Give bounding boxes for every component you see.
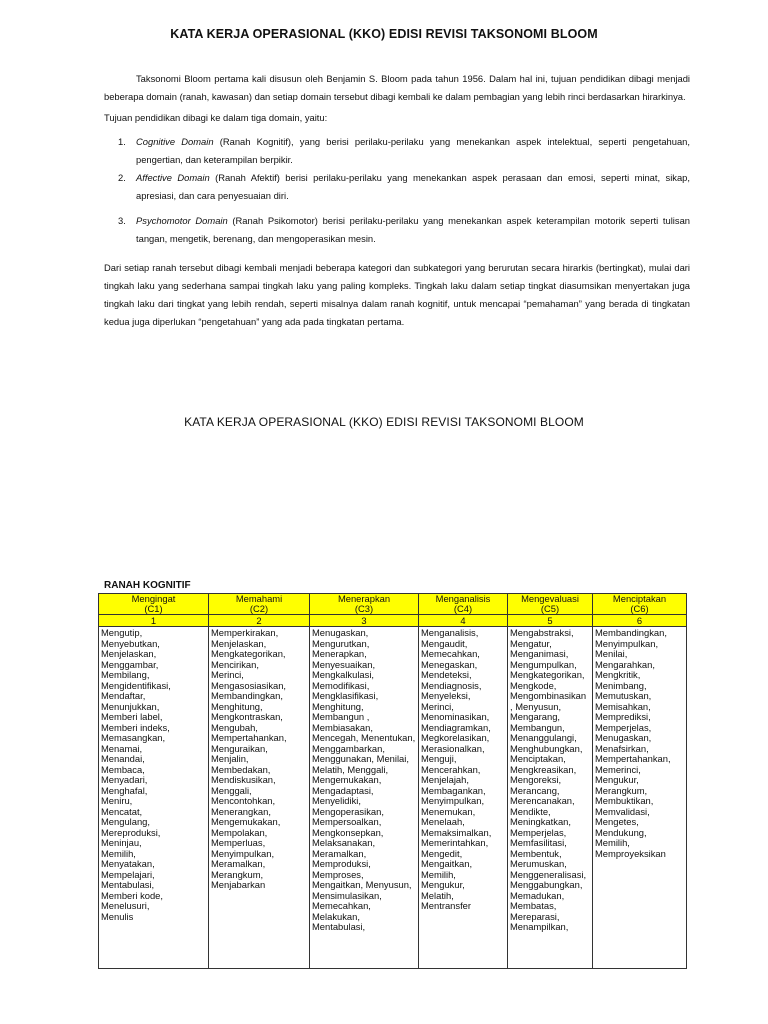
verb-item: Menelusuri, bbox=[101, 901, 150, 911]
verb-item: Memperjelas, bbox=[510, 827, 567, 838]
verb-item: Menguji, bbox=[421, 754, 457, 764]
verb-item: Menghitung, bbox=[211, 701, 263, 712]
verb-item: Mengkategorikan, bbox=[510, 670, 585, 680]
verb-item: Menunjukkan, bbox=[101, 701, 160, 712]
verb-item: Mengkritik, bbox=[595, 670, 641, 680]
verb-item: Menyimpulkan, bbox=[421, 796, 485, 806]
verb-item: Mentransfer bbox=[421, 901, 472, 911]
verb-item: Mengklasifikasi, bbox=[312, 691, 379, 701]
verb-list-c4 bbox=[419, 627, 508, 969]
column-number: 6 bbox=[593, 615, 687, 627]
list-text bbox=[136, 169, 690, 205]
verb-item: Membuktikan, bbox=[595, 796, 654, 806]
verb-item: Mengkode, bbox=[510, 680, 557, 691]
verb-item: Mencirikan, bbox=[211, 659, 259, 670]
verb-list-c2 bbox=[209, 627, 310, 969]
verb-item: Mengaudit, bbox=[421, 638, 468, 649]
verb-item: Menghafal, bbox=[101, 785, 148, 796]
verb-item: Membedakan, bbox=[211, 764, 271, 775]
verb-item: Menjelajah, bbox=[421, 775, 469, 785]
verb-item: Mengidentifikasi, bbox=[101, 680, 171, 691]
verb-item: Mendiskusikan, bbox=[211, 775, 276, 785]
verb-item: Mengutip, bbox=[101, 628, 143, 638]
verb-item: Menjelaskan, bbox=[101, 649, 157, 659]
verb-item: Menguraikan, bbox=[211, 743, 268, 754]
verb-item: Mempolakan, bbox=[211, 827, 268, 838]
verb-item: Memperjelas, bbox=[595, 722, 652, 733]
goals-intro: Tujuan pendidikan dibagi ke dalam tiga domain, yaitu: bbox=[104, 112, 328, 123]
verb-item: Mempertahankan, bbox=[211, 733, 287, 743]
verb-item: Menggeneralisasi, bbox=[510, 869, 587, 880]
verb-item: , Menyusun, bbox=[510, 701, 562, 712]
verb-item: Mempelajari, bbox=[101, 869, 155, 880]
verb-list-c3 bbox=[310, 627, 419, 969]
verb-item: Mentabulasi, bbox=[101, 880, 155, 890]
verb-item: Memecahkan, bbox=[312, 901, 371, 911]
verb-item: Menyelidiki, bbox=[312, 796, 361, 806]
verb-item: Mengombinasikan bbox=[510, 691, 587, 701]
verb-item: Membatas, bbox=[510, 901, 557, 911]
verb-item: Menganalisis, bbox=[421, 628, 479, 638]
verb-item: Memberi indeks, bbox=[101, 722, 170, 733]
verb-item: Memaksimalkan, bbox=[421, 827, 492, 838]
verb-item: Menandai, bbox=[101, 754, 145, 764]
verb-item: Membangun, bbox=[510, 722, 565, 733]
verb-item: Mengumpulkan, bbox=[510, 659, 577, 670]
verb-item: Menyatakan, bbox=[101, 859, 155, 869]
verb-item: Memadukan, bbox=[510, 890, 565, 901]
verb-item: Membiasakan, bbox=[312, 722, 373, 733]
verb-item: Mentabulasi, bbox=[312, 922, 366, 932]
verb-item: Menjalin, bbox=[211, 754, 249, 764]
column-header: Menerapkan (C3) bbox=[310, 594, 419, 615]
verb-item: Menyesuaikan, bbox=[312, 659, 376, 670]
verb-item: Merinci, bbox=[211, 670, 244, 680]
verb-item: Membagankan, bbox=[421, 785, 486, 796]
verb-item: Mengaitkan, Menyusun, bbox=[312, 880, 412, 890]
verb-item: Memvalidasi, bbox=[595, 806, 650, 817]
verb-item: Mengubah, bbox=[211, 722, 258, 733]
verb-item: Mengabstraksi, bbox=[510, 628, 574, 638]
verb-item: Memilih, bbox=[101, 848, 136, 859]
verb-item: Mendiagramkan, bbox=[421, 722, 491, 733]
verb-item: Memberi label, bbox=[101, 712, 163, 722]
column-header: Memahami (C2) bbox=[209, 594, 310, 615]
verb-item: Mempersoalkan, bbox=[312, 817, 382, 827]
list-number: 1. bbox=[118, 136, 126, 147]
verb-item: Menerapkan, bbox=[312, 649, 367, 659]
verb-item: Memasangkan, bbox=[101, 733, 166, 743]
verb-item: Meramalkan, bbox=[211, 859, 266, 869]
verb-item: Merancang, bbox=[510, 785, 560, 796]
verb-item: Memerinci, bbox=[595, 764, 641, 775]
verb-item: Menyebutkan, bbox=[101, 638, 160, 649]
verb-item: Mengatur, bbox=[510, 638, 552, 649]
verb-list-c6 bbox=[593, 627, 687, 969]
verb-item: Menominasikan, bbox=[421, 712, 490, 722]
domain-name: Psychomotor Domain bbox=[136, 215, 228, 226]
list-text bbox=[136, 212, 690, 248]
column-number: 2 bbox=[209, 615, 310, 627]
verb-item: Menimbang, bbox=[595, 680, 647, 691]
verb-item: Mengedit, bbox=[421, 848, 463, 859]
verb-item: Merencanakan, bbox=[510, 796, 575, 806]
verb-item: Menggambar, bbox=[101, 659, 159, 670]
verb-item: Menemukan, bbox=[421, 806, 476, 817]
verb-item: Mempertahankan, bbox=[595, 754, 671, 764]
verb-item: Menyadari, bbox=[101, 775, 148, 785]
verb-item: Mereparasi, bbox=[510, 911, 560, 922]
column-number: 4 bbox=[419, 615, 508, 627]
verb-item: Menyimpulkan, bbox=[595, 638, 659, 649]
verb-item: Memberi kode, bbox=[101, 890, 164, 901]
verb-item: Merangkum, bbox=[211, 869, 264, 880]
verb-item: Membangun , bbox=[312, 712, 370, 722]
verb-item: Menggabungkan, bbox=[510, 880, 583, 890]
verb-item: Menanggulangi, bbox=[510, 733, 577, 743]
page-title: KATA KERJA OPERASIONAL (KKO) EDISI REVISI TAKSONOMI BLOOM bbox=[170, 27, 598, 41]
verb-item: Menghitung, bbox=[312, 701, 364, 712]
verb-item: Mendukung, bbox=[595, 827, 647, 838]
verb-item: Mencerahkan, bbox=[421, 764, 481, 775]
verb-item: Menciptakan, bbox=[510, 754, 566, 764]
verb-item: Mensimulasikan, bbox=[312, 890, 382, 901]
verb-item: Mereproduksi, bbox=[101, 827, 161, 838]
verb-item: Memerintahkan, bbox=[421, 838, 489, 848]
column-number: 5 bbox=[508, 615, 593, 627]
intro-paragraph: Taksonomi Bloom pertama kali disusun oleh Benjamin S. Bloom pada tahun 1956. Dalam hal ini, tujuan pendidikan dibagi menjadi beberapa domain (ranah, kawasan) dan setiap domain tersebut dibagi kembali ke dalam pembagian yang lebih rinci berdasarkan hirarkinya. bbox=[104, 73, 690, 102]
verb-item: Membandingkan, bbox=[211, 691, 283, 701]
verb-item: Menampilkan, bbox=[510, 922, 569, 932]
verb-item: Membandingkan, bbox=[595, 628, 667, 638]
verb-list-c1 bbox=[99, 627, 209, 969]
verb-item: Mencontohkan, bbox=[211, 796, 276, 806]
column-header: Menganalisis (C4) bbox=[419, 594, 508, 615]
verb-item: Menamai, bbox=[101, 743, 143, 754]
verb-item: Mendeteksi, bbox=[421, 670, 472, 680]
verb-item: Mencatat, bbox=[101, 806, 143, 817]
verb-item: Memutuskan, bbox=[595, 691, 652, 701]
verb-item: Memodifikasi, bbox=[312, 680, 370, 691]
verb-item: Mendiagnosis, bbox=[421, 680, 482, 691]
verb-item: Memprediksi, bbox=[595, 712, 651, 722]
domain-description: (Ranah Psikomotor) berisi perilaku-perilaku yang menekankan aspek keterampilan motorik seperti tulisan tangan, mengetik, berenang, dan mengoperasikan mesin. bbox=[136, 215, 690, 244]
verb-item: Megkorelasikan, bbox=[421, 733, 490, 743]
verb-item: Mengukur, bbox=[595, 775, 639, 785]
verb-item: Menulis bbox=[101, 911, 134, 922]
column-header: Mengevaluasi (C5) bbox=[508, 594, 593, 615]
verb-item: Menelaah, bbox=[421, 817, 465, 827]
verb-item: Menafsirkan, bbox=[595, 743, 649, 754]
verb-item: Membaca, bbox=[101, 764, 145, 775]
verb-item: Menegaskan, bbox=[421, 659, 478, 670]
section-title: KATA KERJA OPERASIONAL (KKO) EDISI REVISI TAKSONOMI BLOOM bbox=[184, 415, 584, 429]
verb-item: Meningkatkan, bbox=[510, 817, 571, 827]
verb-item: Menganimasi, bbox=[510, 649, 569, 659]
verb-item: Meninjau, bbox=[101, 838, 142, 848]
verb-item: Meramalkan, bbox=[312, 848, 367, 859]
verb-item: Mencegah, Menentukan, bbox=[312, 733, 416, 743]
verb-item: Membilang, bbox=[101, 670, 150, 680]
kko-table bbox=[98, 593, 687, 969]
domain-name: Cognitive Domain bbox=[136, 136, 214, 147]
verb-item: Mendaftar, bbox=[101, 691, 146, 701]
verb-item: Mengulang, bbox=[101, 817, 150, 827]
header-row bbox=[99, 594, 687, 615]
verb-item: Memperluas, bbox=[211, 838, 266, 848]
verb-item: Menyimpulkan, bbox=[211, 848, 275, 859]
verb-item: Merasionalkan, bbox=[421, 743, 485, 754]
verb-item: Memisahkan, bbox=[595, 701, 651, 712]
number-row bbox=[99, 615, 687, 627]
verb-item: Menggunakan, Menilai, bbox=[312, 754, 409, 764]
verb-item: Memilih, bbox=[421, 869, 456, 880]
column-number: 3 bbox=[310, 615, 419, 627]
verb-item: Meniru, bbox=[101, 796, 133, 806]
verb-item: Menjabarkan bbox=[211, 880, 266, 890]
verb-item: Menyeleksi, bbox=[421, 691, 471, 701]
verb-item: Melatih, bbox=[421, 890, 454, 901]
verb-item: Mengoreksi, bbox=[510, 775, 562, 785]
verb-item: Menggambarkan, bbox=[312, 743, 385, 754]
verb-item: Merinci, bbox=[421, 701, 454, 712]
verb-item: Melatih, Menggali, bbox=[312, 764, 389, 775]
list-text bbox=[136, 133, 690, 169]
domain-name: Affective Domain bbox=[136, 172, 210, 183]
hierarchy-paragraph: Dari setiap ranah tersebut dibagi kembali menjadi beberapa kategori dan subkategori yang berurutan secara hirarkis (bertingkat), mulai dari tingkah laku yang sederhana sampai tingkah laku yang paling kompleks. Tingkah laku dalam setiap tingkat diasumsikan menyertakan juga tingkah laku dari tingkat yang lebih rendah, seperti misalnya dalam ranah kognitif, untuk mencapai “pemahaman” yang berada di tingkatan kedua juga diperlukan “pengetahuan” yang ada pada tingkatan pertama. bbox=[104, 262, 690, 327]
verb-item: Memfasilitasi, bbox=[510, 838, 567, 848]
verb-item: Mengoperasikan, bbox=[312, 806, 384, 817]
verb-item: Mengasosiasikan, bbox=[211, 680, 287, 691]
verb-item: Mengkontraskan, bbox=[211, 712, 283, 722]
verb-item: Mengarahkan, bbox=[595, 659, 655, 670]
verb-item: Mengukur, bbox=[421, 880, 465, 890]
verb-item: Mendikte, bbox=[510, 806, 551, 817]
verb-item: Mengemukakan, bbox=[211, 817, 281, 827]
verb-item: Memilih, bbox=[595, 838, 630, 848]
column-header: Mengingat (C1) bbox=[99, 594, 209, 615]
verb-item: Memproyeksikan bbox=[595, 848, 666, 859]
domain-description: (Ranah Afektif) berisi perilaku-perilaku yang menekankan aspek perasaan dan emosi, seperti minat, sikap, apresiasi, dan cara penyesuaian diri. bbox=[136, 172, 691, 201]
verb-item: Mengkalkulasi, bbox=[312, 670, 375, 680]
verb-item: Merangkum, bbox=[595, 785, 648, 796]
verb-item: Memproduksi, bbox=[312, 859, 371, 869]
verb-item: Mengkategorikan, bbox=[211, 649, 286, 659]
verb-item: Menjelaskan, bbox=[211, 638, 267, 649]
verb-item: Memecahkan, bbox=[421, 649, 480, 659]
verb-list-c5 bbox=[508, 627, 593, 969]
list-number: 3. bbox=[118, 215, 126, 226]
verb-item: Memperkirakan, bbox=[211, 628, 279, 638]
verb-item: Mengkonsepkan, bbox=[312, 827, 384, 838]
verb-item: Mengemukakan, bbox=[312, 775, 382, 785]
verb-item: Menerangkan, bbox=[211, 806, 271, 817]
verb-item: Melakukan, bbox=[312, 911, 360, 922]
verb-item: Mengurutkan, bbox=[312, 638, 370, 649]
verb-item: Membentuk, bbox=[510, 848, 562, 859]
verb-item: Mengkreasikan, bbox=[510, 764, 577, 775]
table-label: RANAH KOGNITIF bbox=[104, 580, 191, 591]
verb-item: Menugaskan, bbox=[595, 733, 652, 743]
verb-item: Mengetes, bbox=[595, 817, 639, 827]
verb-item: Menggali, bbox=[211, 785, 252, 796]
verb-item: Menugaskan, bbox=[312, 628, 369, 638]
verb-item: Merumuskan, bbox=[510, 859, 567, 869]
column-number: 1 bbox=[99, 615, 209, 627]
verbs-row bbox=[99, 627, 687, 969]
domain-description: (Ranah Kognitif), yang berisi perilaku-perilaku yang menekankan aspek intelektual, seperti pengetahuan, pengertian, dan keterampilan berpikir. bbox=[136, 136, 690, 165]
verb-item: Mengadaptasi, bbox=[312, 785, 374, 796]
verb-item: Mengaitkan, bbox=[421, 859, 473, 869]
verb-item: Memproses, bbox=[312, 869, 364, 880]
verb-item: Mengarang, bbox=[510, 712, 561, 722]
column-header: Menciptakan (C6) bbox=[593, 594, 687, 615]
verb-item: Melaksanakan, bbox=[312, 838, 376, 848]
list-number: 2. bbox=[118, 172, 126, 183]
verb-item: Menghubungkan, bbox=[510, 743, 583, 754]
verb-item: Menilai, bbox=[595, 649, 628, 659]
